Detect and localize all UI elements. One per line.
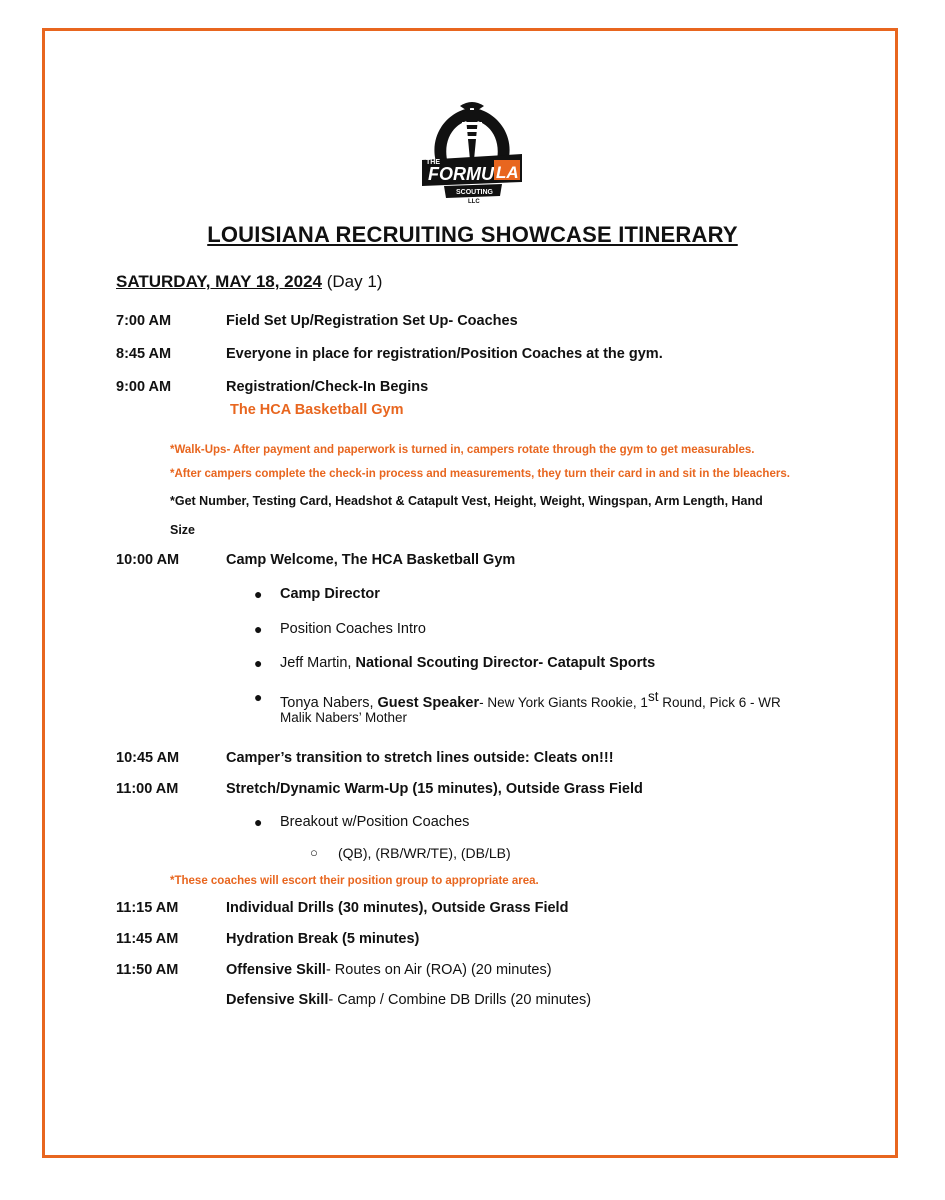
bullet-text: Breakout w/Position Coaches [280, 814, 470, 830]
skill-detail: - Camp / Combine DB Drills (20 minutes) [328, 992, 592, 1008]
schedule-time: 11:45 AM [116, 931, 179, 947]
speaker-role: Guest Speaker [377, 694, 480, 711]
schedule-time: 11:00 AM [116, 781, 179, 797]
schedule-time: 10:00 AM [116, 552, 180, 568]
schedule-desc: Camp Welcome, The HCA Basketball Gym [226, 552, 516, 568]
measurables-note-cont: Size [170, 523, 196, 537]
sub-list-text: (QB), (RB/WR/TE), (DB/LB) [338, 845, 511, 861]
skill-label: Offensive Skill [226, 962, 326, 978]
speaker-detail-sup: st [647, 689, 659, 704]
bullet-text: Camp Director [280, 586, 380, 602]
formula-scouting-logo [416, 98, 528, 204]
schedule-desc: Registration/Check-In Begins [226, 379, 429, 395]
svg-text:THE: THE [426, 159, 440, 166]
schedule-time: 7:00 AM [116, 313, 172, 329]
circle-bullet-icon: ○ [310, 845, 318, 860]
schedule-time: 9:00 AM [116, 379, 172, 395]
escort-note: *These coaches will escort their position group to appropriate area. [170, 875, 539, 887]
location-label: The HCA Basketball Gym [230, 402, 404, 418]
bullet-icon: ● [254, 586, 263, 602]
bullet-icon: ● [254, 621, 263, 637]
speaker-detail-line2: Malik Nabers’ Mother [280, 710, 408, 725]
bullet-text: Position Coaches Intro [280, 621, 426, 637]
schedule-desc: Camper’s transition to stretch lines outside: Cleats on!!! [226, 750, 614, 766]
schedule-time: 8:45 AM [116, 346, 172, 362]
speaker-role: National Scouting Director [355, 655, 539, 671]
skill-label: Defensive Skill [226, 992, 329, 1008]
schedule-time: 11:15 AM [116, 900, 179, 916]
date-day: SATURDAY, MAY 18, 2024 [116, 272, 322, 291]
schedule-desc: Stretch/Dynamic Warm-Up (15 minutes), Outside Grass Field [226, 781, 643, 797]
schedule-desc: Everyone in place for registration/Position Coaches at the gym. [226, 346, 663, 362]
schedule-desc: Individual Drills (30 minutes), Outside Grass Field [226, 900, 569, 916]
measurables-note: *Get Number, Testing Card, Headshot & Catapult Vest, Height, Weight, Wingspan, Arm Length, Hand [170, 494, 763, 508]
svg-text:LLC: LLC [468, 199, 480, 204]
schedule-time: 10:45 AM [116, 750, 180, 766]
bullet-icon: ● [254, 689, 263, 705]
schedule-time: 11:50 AM [116, 962, 179, 978]
date-heading [116, 272, 382, 292]
date-suffix: (Day 1) [326, 272, 383, 291]
schedule-desc: Hydration Break (5 minutes) [226, 931, 420, 947]
schedule-desc: Field Set Up/Registration Set Up- Coaches [226, 313, 518, 329]
bullet-icon: ● [254, 655, 263, 671]
svg-text:SCOUTING: SCOUTING [456, 189, 493, 196]
speaker-org: - Catapult Sports [538, 655, 656, 671]
walk-ups-note: *Walk-Ups- After payment and paperwork is turned in, campers rotate through the gym to get measurables. [170, 444, 755, 456]
page-title: LOUISIANA RECRUITING SHOWCASE ITINERARY [207, 222, 738, 247]
svg-text:LA: LA [496, 163, 519, 182]
speaker-detail: - New York Giants Rookie, 1 [479, 694, 648, 710]
speaker-name: Jeff Martin, [280, 655, 356, 671]
speaker-detail-cont: Round, Pick 6 - WR [658, 694, 781, 710]
bullet-icon: ● [254, 814, 263, 830]
skill-detail: - Routes on Air (ROA) (20 minutes) [325, 962, 552, 978]
speaker-name: Tonya Nabers, [280, 694, 378, 711]
check-in-note: *After campers complete the check-in process and measurements, they turn their card in and sit in the bleachers. [170, 468, 790, 480]
svg-text:FORMU: FORMU [428, 164, 494, 184]
